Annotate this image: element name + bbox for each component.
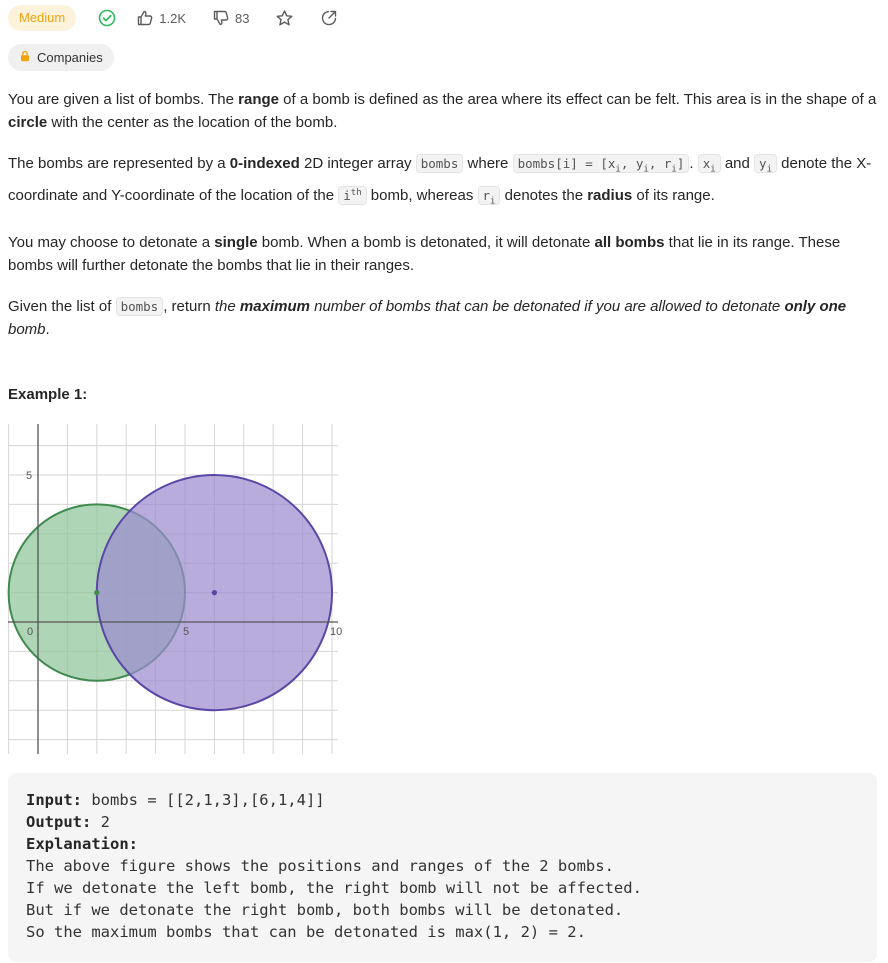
inline-code: bombs: [416, 154, 464, 173]
inline-code: $y_i$: [754, 154, 777, 173]
companies-label: Companies: [37, 50, 103, 65]
lock-icon: [19, 50, 31, 65]
favorite-button[interactable]: [275, 9, 294, 28]
x-tick-label-0: 0: [27, 626, 34, 638]
example-code-block: [8, 773, 877, 962]
share-icon: [320, 9, 338, 27]
inline-code: $x_i$: [698, 154, 721, 173]
like-button[interactable]: [136, 9, 186, 27]
difficulty-badge: Medium: [8, 5, 76, 31]
dislike-button[interactable]: [212, 9, 249, 27]
dislike-count: 83: [235, 10, 250, 26]
problem-statement: [8, 88, 878, 359]
paragraph-4: Given the list of bombs , return the maximum number of bombs that can be detonated if you are allowed to detonate only one bomb.: [8, 298, 847, 339]
paragraph-1: You are given a list of bombs. The range of a bomb is defined as the area where its effect can be felt. This area is in the shape of a circle with the center as the location of the bomb.: [8, 91, 877, 131]
explanation-line-4: So the maximum bombs that can be detonated is max(1, 2) = 2.: [26, 923, 586, 941]
thumbs-down-icon: [212, 9, 230, 27]
bomb-center-1: [94, 590, 99, 595]
explanation-label: Explanation:: [26, 835, 138, 853]
explanation-line-1: The above figure shows the positions and ranges of the 2 bombs.: [26, 857, 614, 875]
problem-toolbar: [8, 4, 338, 32]
inline-code: bombs[i] = [$x_i$, $y_i$, $r_i$]: [513, 154, 690, 173]
like-count: 1.2K: [159, 10, 186, 26]
y-tick-label-5: 5: [26, 470, 33, 482]
inline-code: $i^{th}$: [338, 186, 366, 205]
example-figure: [8, 424, 343, 754]
paragraph-2: The bombs are represented by a 0-indexed 2D integer array bombs where bombs[i] = [$x_i$, $y_i$, $r_i$] . $x_i$ and $y_i$ denote the X-coordinate and Y-coordinate of the location of the $i^{th}$ bomb, whereas $r_i$ denotes the radius of its range.: [8, 155, 872, 207]
output-line: Output: 2: [26, 813, 110, 831]
solved-check-icon: [98, 9, 116, 27]
bomb-center-2: [212, 590, 217, 595]
inline-code: bombs: [116, 297, 164, 316]
paragraph-3: You may choose to detonate a single bomb. When a bomb is detonated, it will detonate all bombs that lie in its range. These bombs will further detonate the bombs that lie in their ranges.: [8, 234, 841, 275]
share-button[interactable]: [320, 9, 338, 27]
explanation-line-3: But if we detonate the right bomb, both bombs will be detonated.: [26, 901, 624, 919]
explanation-line-2: If we detonate the left bomb, the right bomb will not be affected.: [26, 879, 642, 897]
companies-button[interactable]: [8, 44, 114, 71]
x-tick-label-10: 10: [330, 626, 343, 638]
x-tick-label-5: 5: [183, 626, 190, 638]
star-icon: [275, 9, 294, 28]
inline-code: $r_i$: [478, 186, 501, 205]
thumbs-up-icon: [136, 9, 154, 27]
bomb-plot: [8, 424, 343, 754]
example-title: Example 1:: [8, 386, 88, 403]
input-line: Input: bombs = [[2,1,3],[6,1,4]]: [26, 791, 325, 809]
